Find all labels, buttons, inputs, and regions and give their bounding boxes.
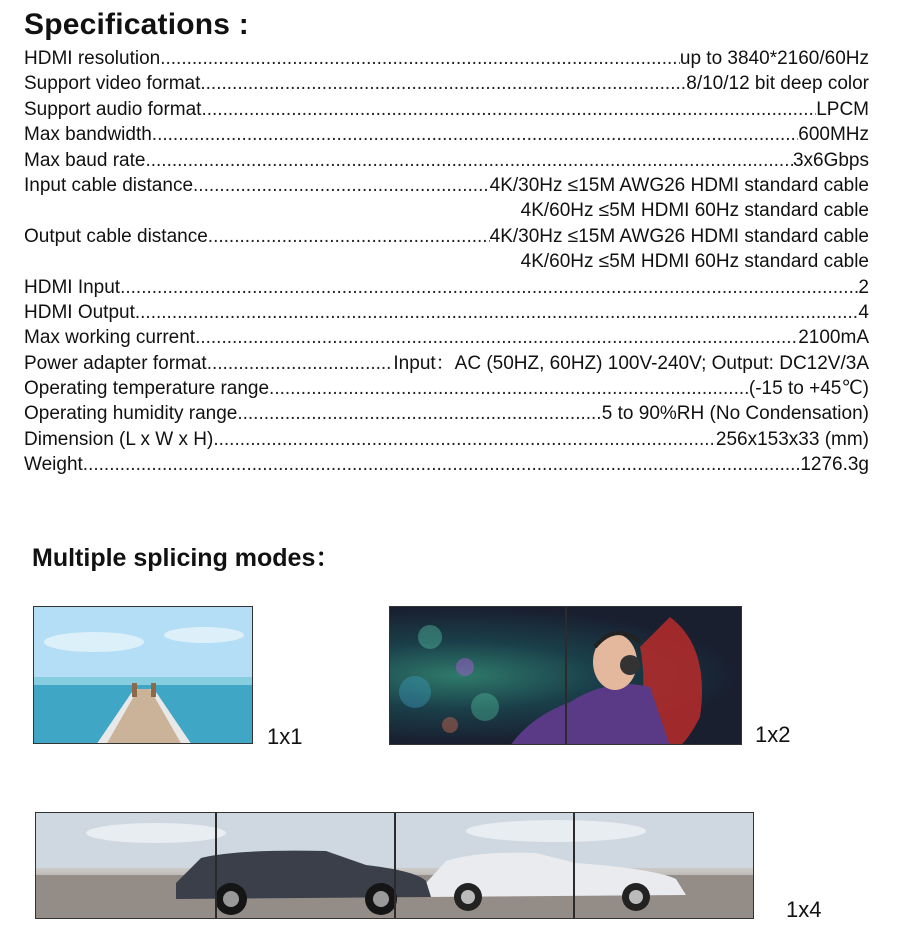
spec-label: Dimension (L x W x H) <box>24 428 214 450</box>
spec-row-hdmi-output <box>24 300 869 325</box>
spec-value: up to 3840*2160/60Hz <box>679 47 869 69</box>
spec-label: Weight <box>24 454 83 476</box>
spec-value: 3x6Gbps <box>792 149 869 171</box>
spec-label: HDMI Output <box>24 301 135 323</box>
spec-value: 4K/60Hz ≤5M HDMI 60Hz standard cable <box>520 251 869 273</box>
screen-seam <box>573 813 575 918</box>
pier-illustration <box>34 607 253 744</box>
spec-value: 2100mA <box>798 327 869 349</box>
leader-dots <box>237 401 601 426</box>
spec-label: Power adapter format <box>24 352 207 374</box>
screen-seam <box>215 813 217 918</box>
spec-value: 4K/30Hz ≤15M AWG26 HDMI standard cable <box>489 174 869 196</box>
spec-label: Output cable distance <box>24 225 208 247</box>
leader-dots <box>269 376 749 401</box>
leader-dots <box>193 173 490 198</box>
splicing-1x2-label: 1x2 <box>755 722 791 747</box>
spec-value: 4K/30Hz ≤15M AWG26 HDMI standard cable <box>489 225 869 247</box>
spec-value: Input：AC (50HZ, 60HZ) 100V-240V; Output: DC12V/3A <box>393 352 869 374</box>
spec-value: 5 to 90%RH (No Condensation) <box>601 403 869 425</box>
spec-row-power-adapter <box>24 351 869 376</box>
spec-label: Input cable distance <box>24 174 194 196</box>
spec-row-input-cable-cont <box>24 198 869 223</box>
screen-seam <box>394 813 396 918</box>
splicing-1x1-label: 1x1 <box>267 724 303 749</box>
spec-row-weight <box>24 452 869 477</box>
spec-label: Max working current <box>24 327 196 349</box>
spec-label: Support video format <box>24 73 201 95</box>
splicing-modes-title: Multiple splicing modes： <box>32 544 341 572</box>
splicing-1x2-image <box>389 606 742 745</box>
spec-value: 256x153x33 (mm) <box>715 428 869 450</box>
splicing-1x4-label: 1x4 <box>786 897 822 922</box>
spec-value: 2 <box>858 276 869 298</box>
spec-row-humidity <box>24 401 869 426</box>
spec-row-dimension <box>24 427 869 452</box>
spec-row-max-baud-rate <box>24 148 869 173</box>
spec-value: LPCM <box>816 98 869 120</box>
spec-label: Operating temperature range <box>24 378 270 400</box>
spec-label: HDMI resolution <box>24 47 161 69</box>
spec-value: 4 <box>858 301 869 323</box>
spec-value: 4K/60Hz ≤5M HDMI 60Hz standard cable <box>520 200 869 222</box>
spec-list <box>24 46 869 478</box>
spec-value: (-15 to +45℃) <box>748 378 869 400</box>
specifications-title: Specifications : <box>24 8 249 41</box>
spec-label: Max bandwidth <box>24 124 152 146</box>
spec-row-video-format <box>24 71 869 96</box>
leader-dots <box>200 71 686 96</box>
leader-dots <box>160 46 680 71</box>
splicing-1x4-image <box>35 812 754 919</box>
spec-row-output-cable-cont <box>24 249 869 274</box>
leader-dots <box>195 325 798 350</box>
leader-dots <box>120 275 858 300</box>
leader-dots <box>213 427 716 452</box>
spec-value: 1276.3g <box>800 454 869 476</box>
spec-value: 8/10/12 bit deep color <box>686 73 869 95</box>
spec-label: Support audio format <box>24 98 202 120</box>
spec-row-hdmi-resolution <box>24 46 869 71</box>
spec-row-output-cable <box>24 224 869 249</box>
leader-dots <box>83 452 801 477</box>
spec-row-input-cable <box>24 173 869 198</box>
spec-label: Operating humidity range <box>24 403 238 425</box>
leader-dots <box>135 300 859 325</box>
spec-value: 600MHz <box>798 124 869 146</box>
spec-label: Max baud rate <box>24 149 146 171</box>
leader-dots <box>208 224 490 249</box>
spec-row-temperature <box>24 376 869 401</box>
spec-row-max-bandwidth <box>24 122 869 147</box>
spec-row-max-current <box>24 325 869 350</box>
screen-seam <box>565 607 567 744</box>
spec-label: HDMI Input <box>24 276 121 298</box>
spec-row-hdmi-input <box>24 275 869 300</box>
leader-dots <box>145 148 792 173</box>
leader-dots <box>201 97 816 122</box>
leader-dots <box>207 351 394 376</box>
leader-dots <box>152 122 798 147</box>
splicing-1x1-image <box>33 606 253 744</box>
spec-row-audio-format <box>24 97 869 122</box>
